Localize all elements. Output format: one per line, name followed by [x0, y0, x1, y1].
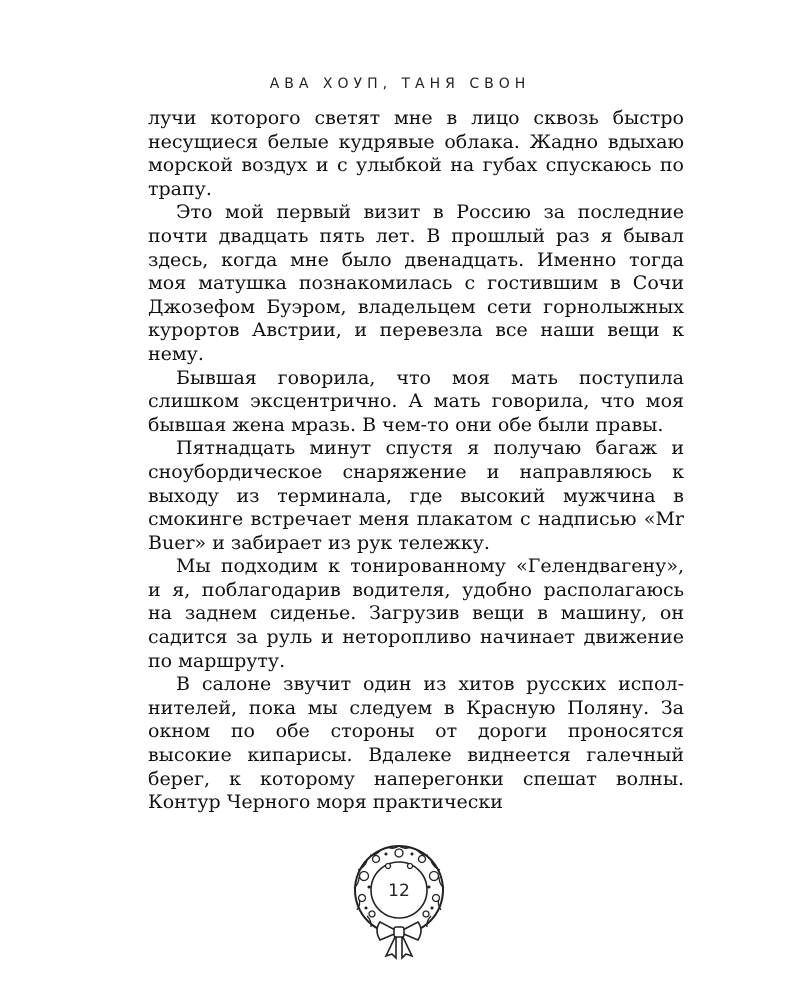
page-number: 12: [388, 881, 410, 901]
paragraph-3: Бывшая говорила, что моя мать поступила слишком эксцентрично. А мать говорила, что моя бывшая жена мразь. В чем-то они обе были правы.: [148, 366, 684, 436]
paragraph-6: В салоне звучит один из хитов русских исполнителей, пока мы следуем в Красную Поляну. За окном по обе стороны от дороги проносятся высокие кипарисы. Вдалеке виднеется галечный берег, к которому наперегонки спешат волны. Контур Черного моря практически: [148, 673, 684, 814]
paragraph-1: лучи которого светят мне в лицо сквозь быстро несущиеся белые кудрявые облака. Жадно вдыхаю морской воздух и с улыбкой на губах спускаюсь по трапу.: [148, 107, 684, 200]
page-folio: [334, 832, 464, 962]
paragraph-2: Это мой первый визит в Россию за последние почти двадцать пять лет. В прошлый раз я бывал здесь, когда мне было двенадцать. Именно тогда моя матушка познакомилась с гостившим в Сочи Джозефом Буэром, владельцем сети горнолыжных курортов Австрии, и перевезла все наши вещи к нему.: [148, 201, 684, 365]
running-head: АВА ХОУП, ТАНЯ СВОН: [269, 76, 531, 92]
paragraph-5: Мы подходим к тонированному «Гелендвагену», и я, поблагодарив водителя, удобно располагаюсь на заднем сиденье. Загрузив вещи в машину, он садится за руль и неторопливо начинает движение по маршруту.: [148, 555, 684, 672]
paragraph-4: Пятнадцать минут спустя я получаю багаж и сноубордическое снаряжение и направляюсь к выходу из терминала, где высокий мужчина в смокинге встречает меня плакатом с надписью «Mr Buer» и забирает из рук тележку.: [148, 437, 684, 554]
body-text: [148, 107, 684, 815]
